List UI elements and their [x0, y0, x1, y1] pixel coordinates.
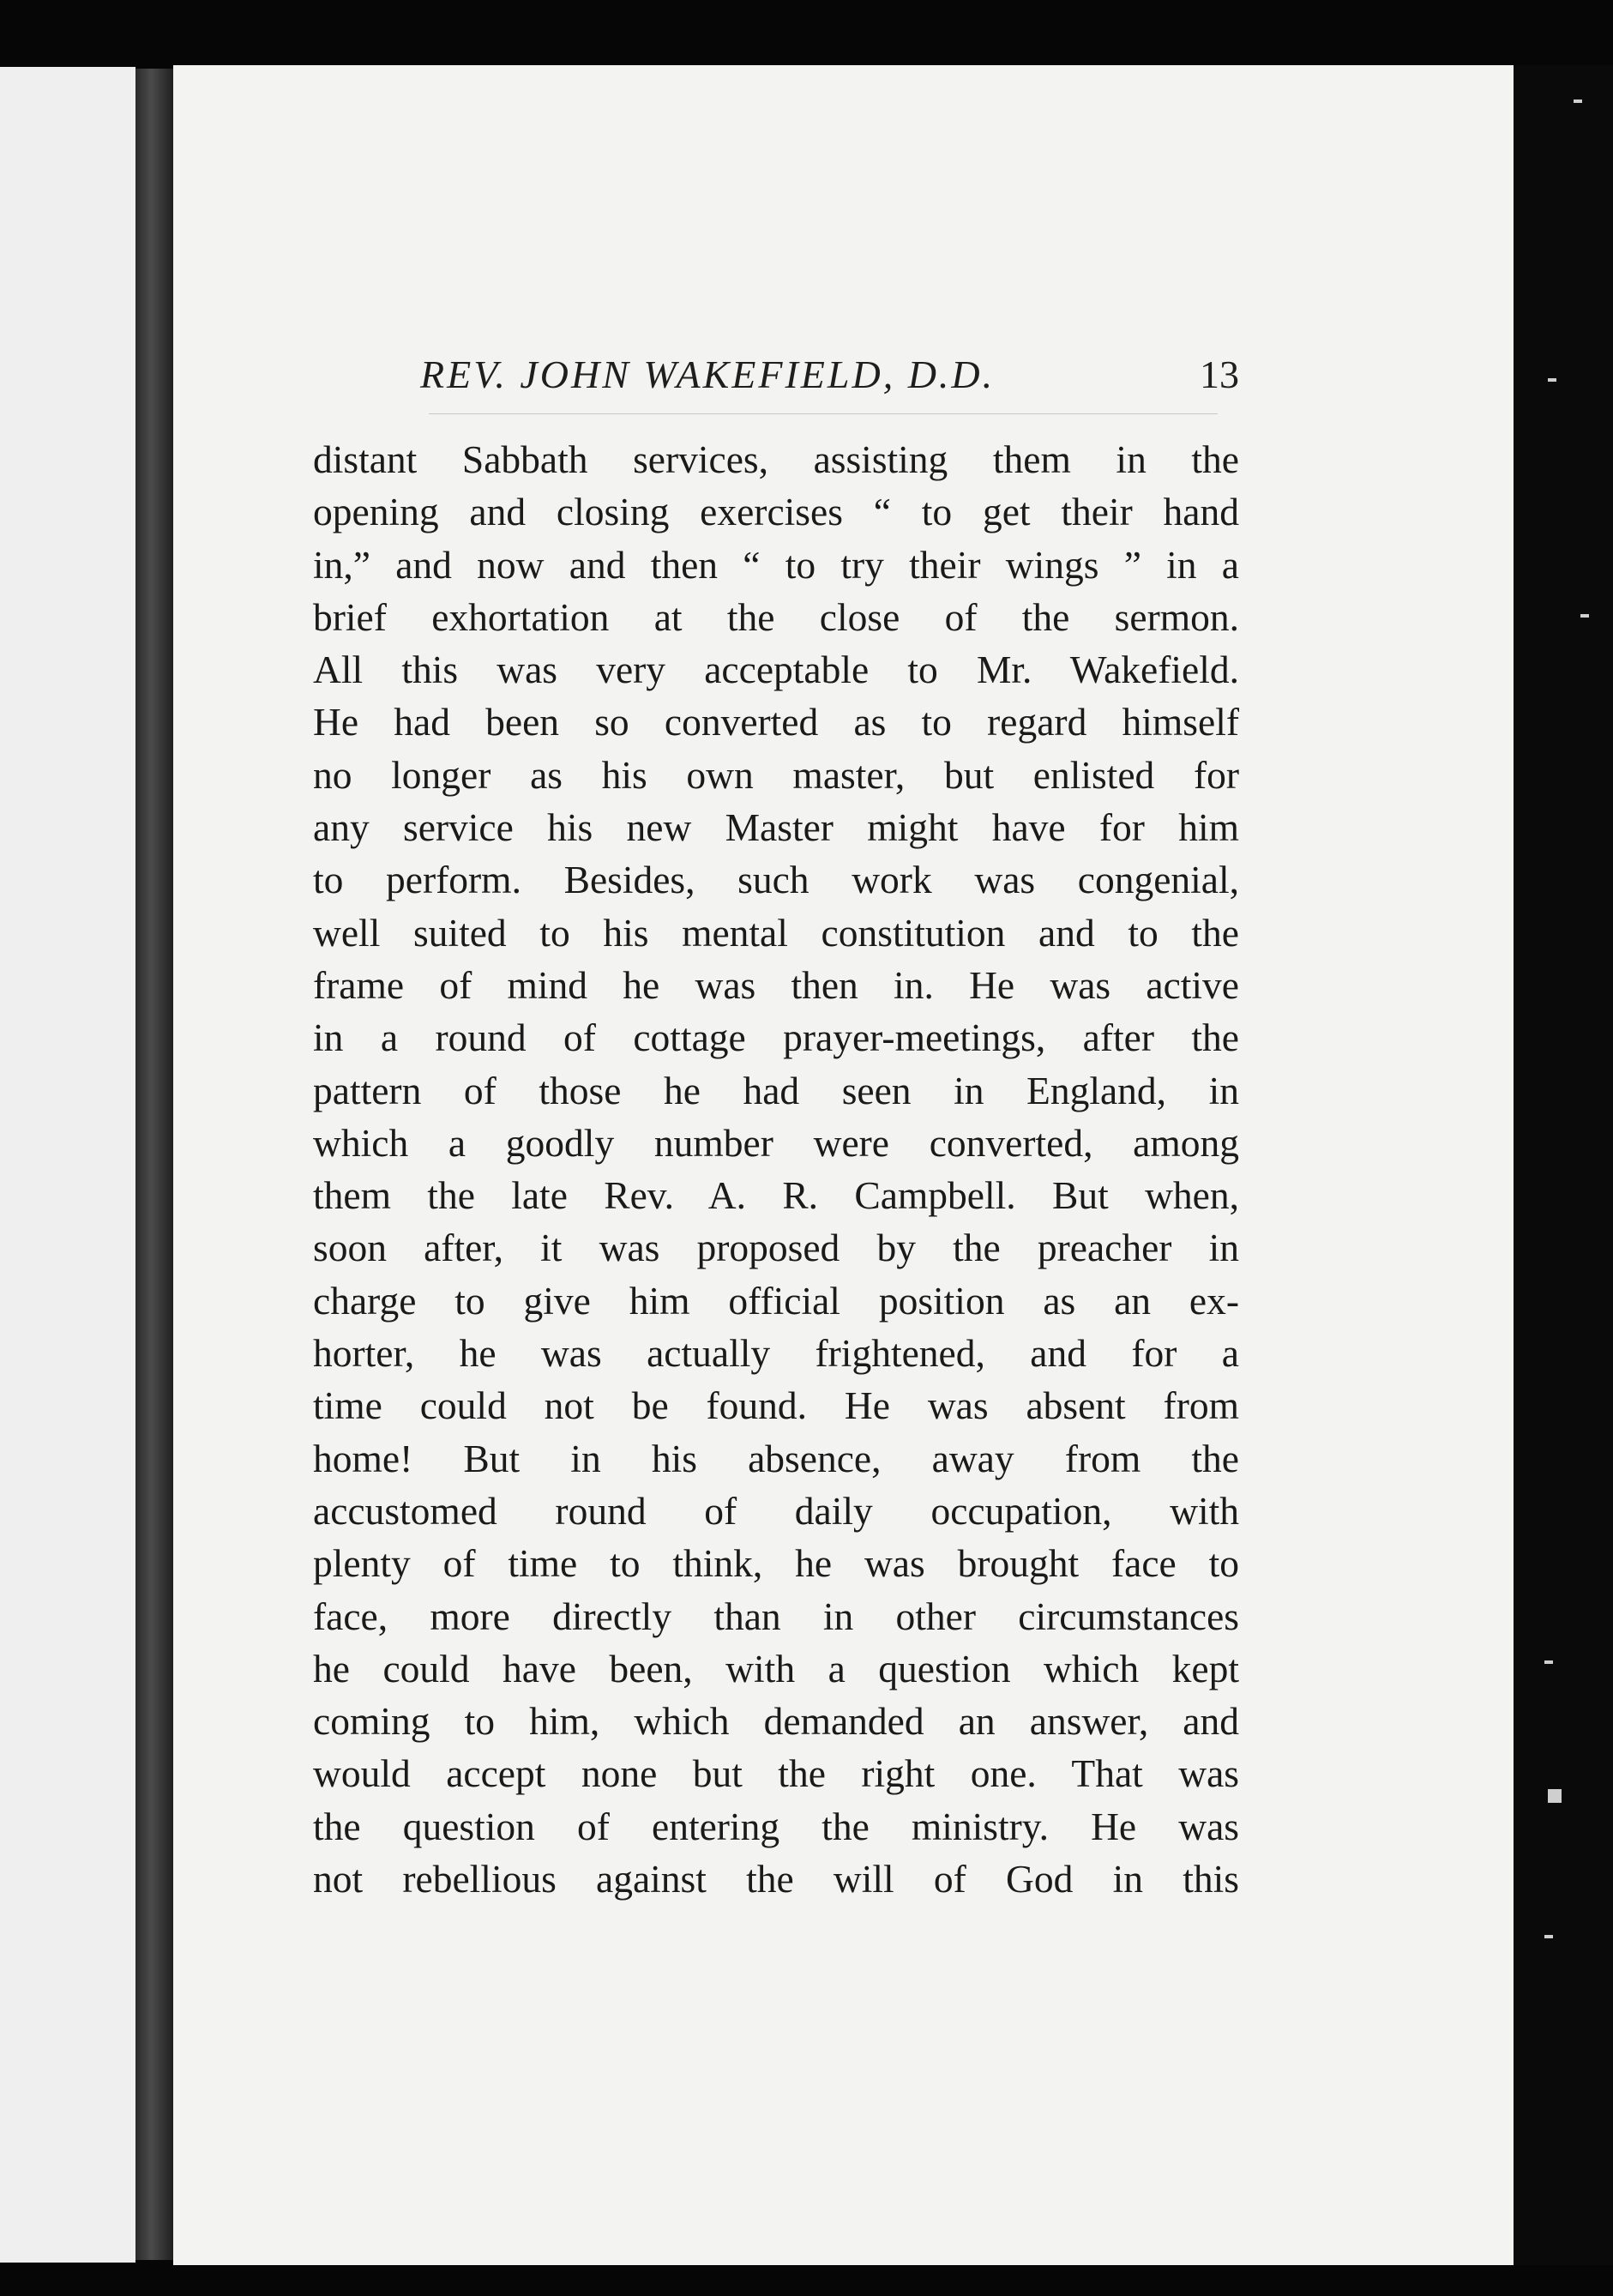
- text-line: home! But in his absence, away from the: [313, 1436, 1239, 1480]
- scan-speck: [1544, 1660, 1553, 1664]
- text-line: plenty of time to think, he was brought face to: [313, 1541, 1239, 1586]
- text-line: horter, he was actually frightened, and for a: [313, 1331, 1239, 1376]
- text-line: frame of mind he was then in. He was active: [313, 962, 1239, 1007]
- text-line: would accept none but the right one. That was: [313, 1751, 1239, 1796]
- text-line: them the late Rev. A. R. Campbell. But when,: [313, 1173, 1239, 1218]
- text-line: brief exhortation at the close of the sermon.: [313, 594, 1239, 639]
- text-line: pattern of those he had seen in England, in: [313, 1068, 1239, 1112]
- scan-speck: [1574, 99, 1582, 103]
- scan-speck: [1548, 378, 1556, 382]
- text-line: distant Sabbath services, assisting them in the: [313, 437, 1239, 481]
- text-line: accustomed round of daily occupation, with: [313, 1488, 1239, 1533]
- text-line: the question of entering the ministry. He was: [313, 1804, 1239, 1848]
- page-number: 13: [1200, 353, 1239, 396]
- scan-speck: [1548, 1789, 1562, 1803]
- header-rule: [429, 413, 1218, 414]
- running-title: REV. JOHN WAKEFIELD, D.D.: [420, 353, 996, 396]
- book-spine-shadow: [135, 69, 175, 2260]
- text-line: to perform. Besides, such work was congenial,: [313, 858, 1239, 902]
- previous-page-edge: [0, 67, 135, 2263]
- body-text: [313, 433, 1239, 1905]
- text-line: well suited to his mental constitution and to the: [313, 910, 1239, 955]
- scan-speck: [1580, 614, 1589, 618]
- text-line: face, more directly than in other circumstances: [313, 1594, 1239, 1638]
- text-line: All this was very acceptable to Mr. Wakefield.: [313, 648, 1239, 692]
- text-line: in,” and now and then “ to try their wings ” in a: [313, 542, 1239, 587]
- text-line: He had been so converted as to regard himself: [313, 700, 1239, 744]
- right-scan-border: [1514, 65, 1613, 2265]
- text-line: charge to give him official position as an ex-: [313, 1278, 1239, 1323]
- text-line: any service his new Master might have for him: [313, 805, 1239, 850]
- text-line: no longer as his own master, but enlisted for: [313, 752, 1239, 797]
- running-head: [313, 352, 1239, 403]
- text-line: coming to him, which demanded an answer, and: [313, 1699, 1239, 1744]
- text-line: opening and closing exercises “ to get their hand: [313, 490, 1239, 534]
- text-line: which a goodly number were converted, among: [313, 1120, 1239, 1165]
- text-line: in a round of cottage prayer-meetings, after the: [313, 1015, 1239, 1060]
- text-line: he could have been, with a question which kept: [313, 1646, 1239, 1690]
- text-line: not rebellious against the will of God in this: [313, 1857, 1239, 1901]
- text-line: soon after, it was proposed by the preacher in: [313, 1226, 1239, 1270]
- scan-speck: [1544, 1935, 1553, 1938]
- text-line: time could not be found. He was absent from: [313, 1383, 1239, 1428]
